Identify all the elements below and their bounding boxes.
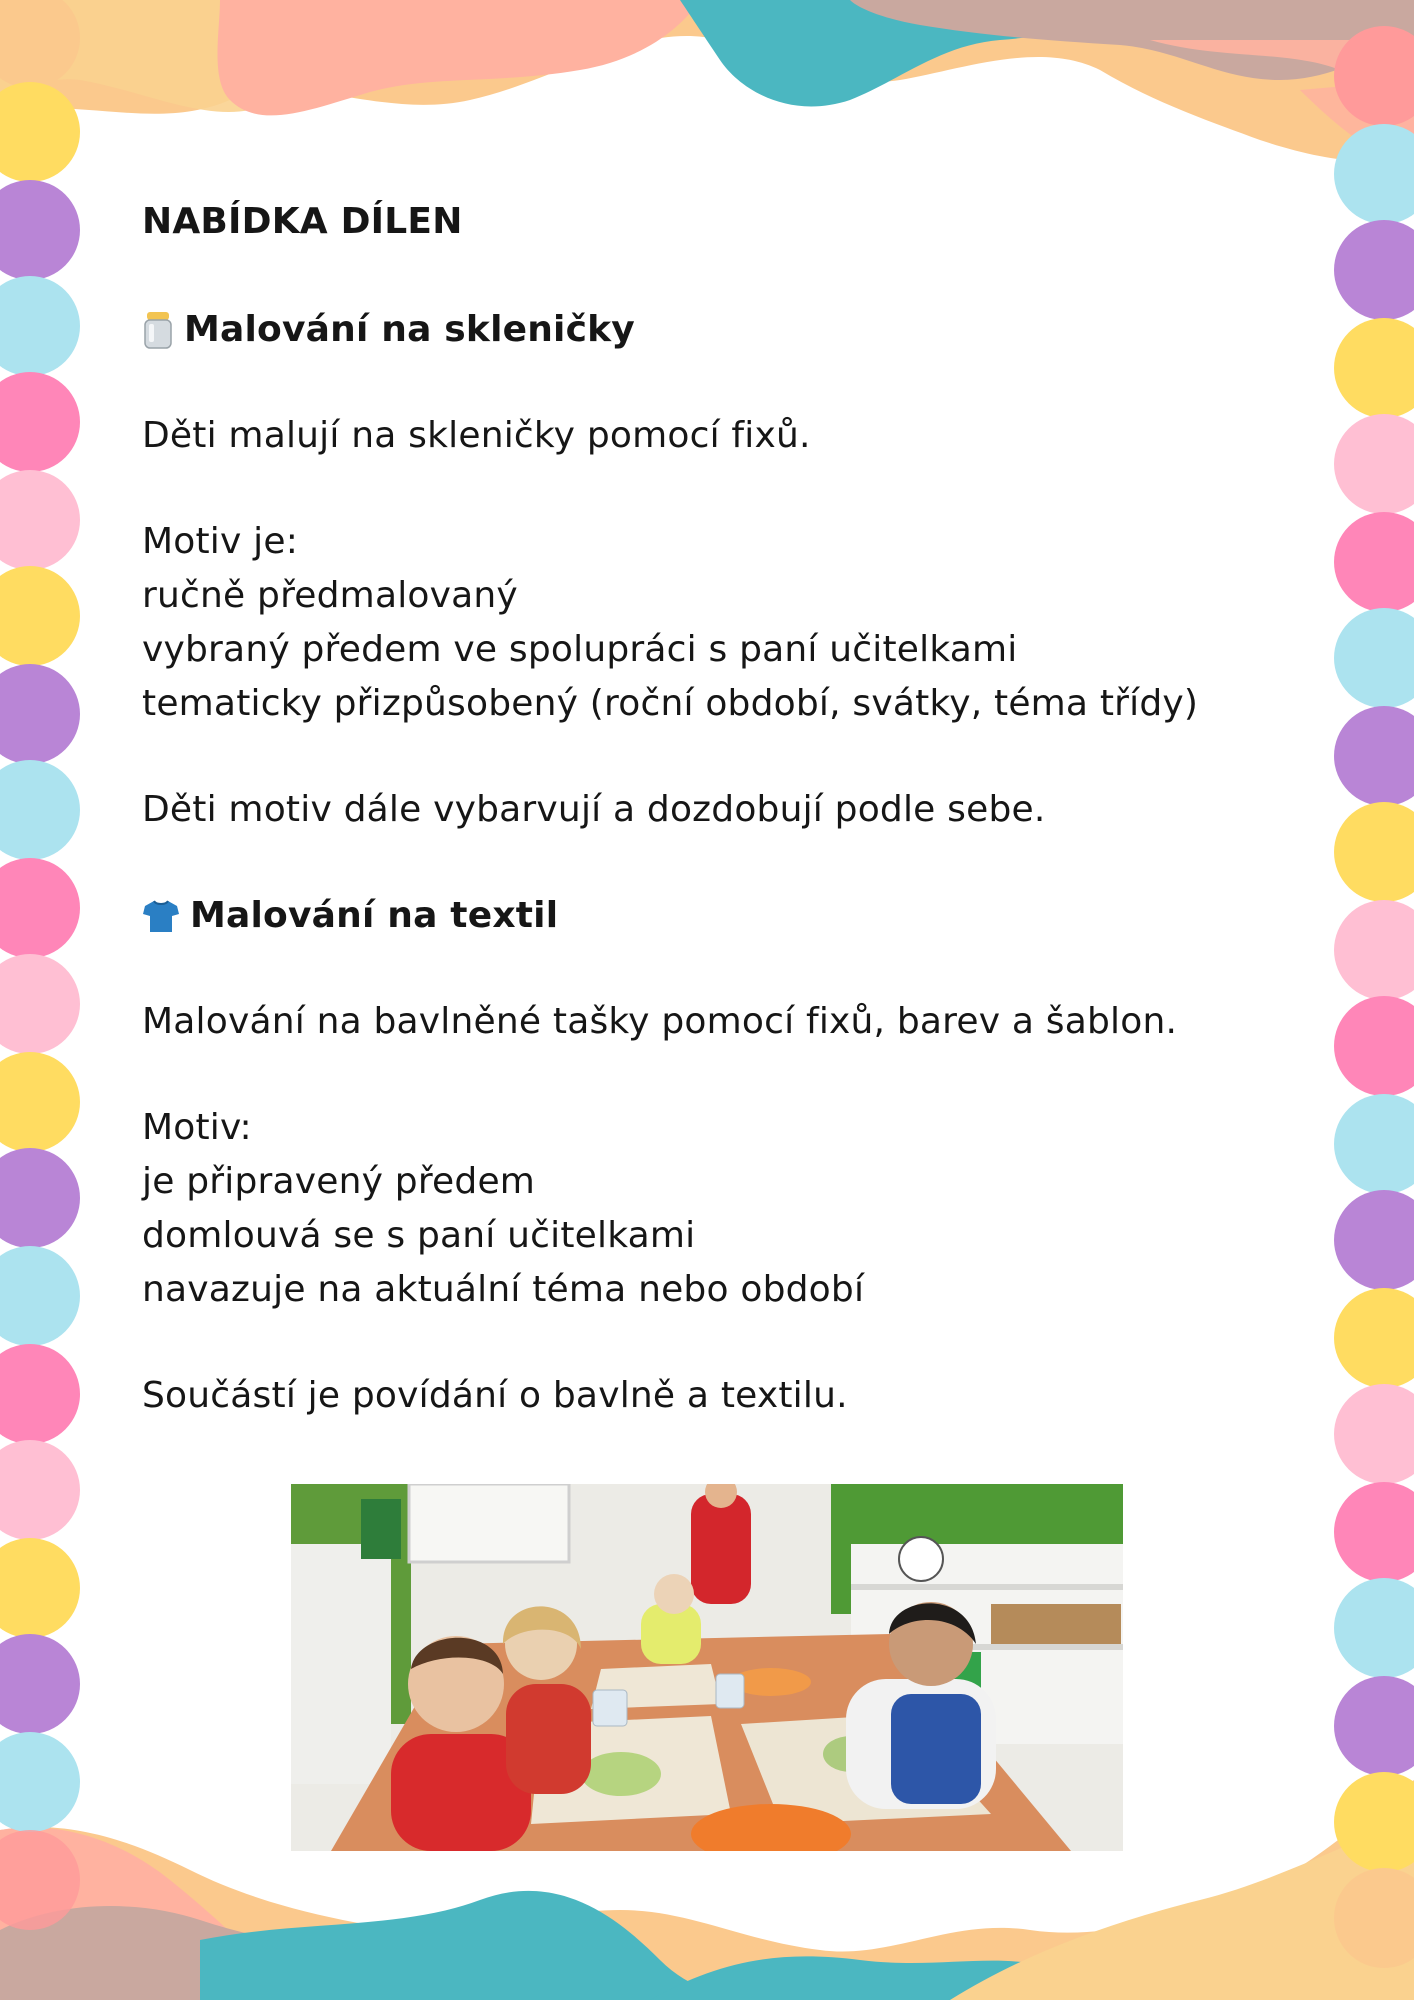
workshop-heading-label: Malování na skleničky <box>184 309 635 350</box>
motif-point: navazuje na aktuální téma nebo období <box>142 1269 865 1310</box>
motif-point: je připravený předem <box>142 1161 536 1202</box>
workshop-heading-textile <box>142 894 558 938</box>
workshop-intro: Malování na bavlněné tašky pomocí fixů, barev a šablon. <box>142 1001 1178 1042</box>
right-circle-column <box>1334 26 1414 1968</box>
motif-point: domlouvá se s paní učitelkami <box>142 1215 696 1256</box>
workshop-closing: Děti motiv dále vybarvují a dozdobují podle sebe. <box>142 789 1046 830</box>
motif-point: vybraný předem ve spolupráci s paní učitelkami <box>142 629 1018 670</box>
page-title: NABÍDKA DÍLEN <box>142 201 463 242</box>
workshop-intro: Děti malují na skleničky pomocí fixů. <box>142 415 811 456</box>
jar-icon <box>142 311 174 349</box>
workshop-photo <box>291 1484 1123 1851</box>
workshop-heading-label: Malování na textil <box>190 895 559 936</box>
motif-point: ručně předmalovaný <box>142 575 518 616</box>
workshop-closing: Součástí je povídání o bavlně a textilu. <box>142 1375 848 1416</box>
top-wave-decoration <box>0 0 1414 170</box>
motif-label: Motiv: <box>142 1107 252 1148</box>
t-shirt-icon <box>142 899 180 933</box>
motif-point: tematicky přizpůsobený (roční období, svátky, téma třídy) <box>142 683 1199 724</box>
workshop-heading-jars <box>142 308 635 352</box>
left-circle-column <box>0 0 80 1930</box>
motif-label: Motiv je: <box>142 521 299 562</box>
